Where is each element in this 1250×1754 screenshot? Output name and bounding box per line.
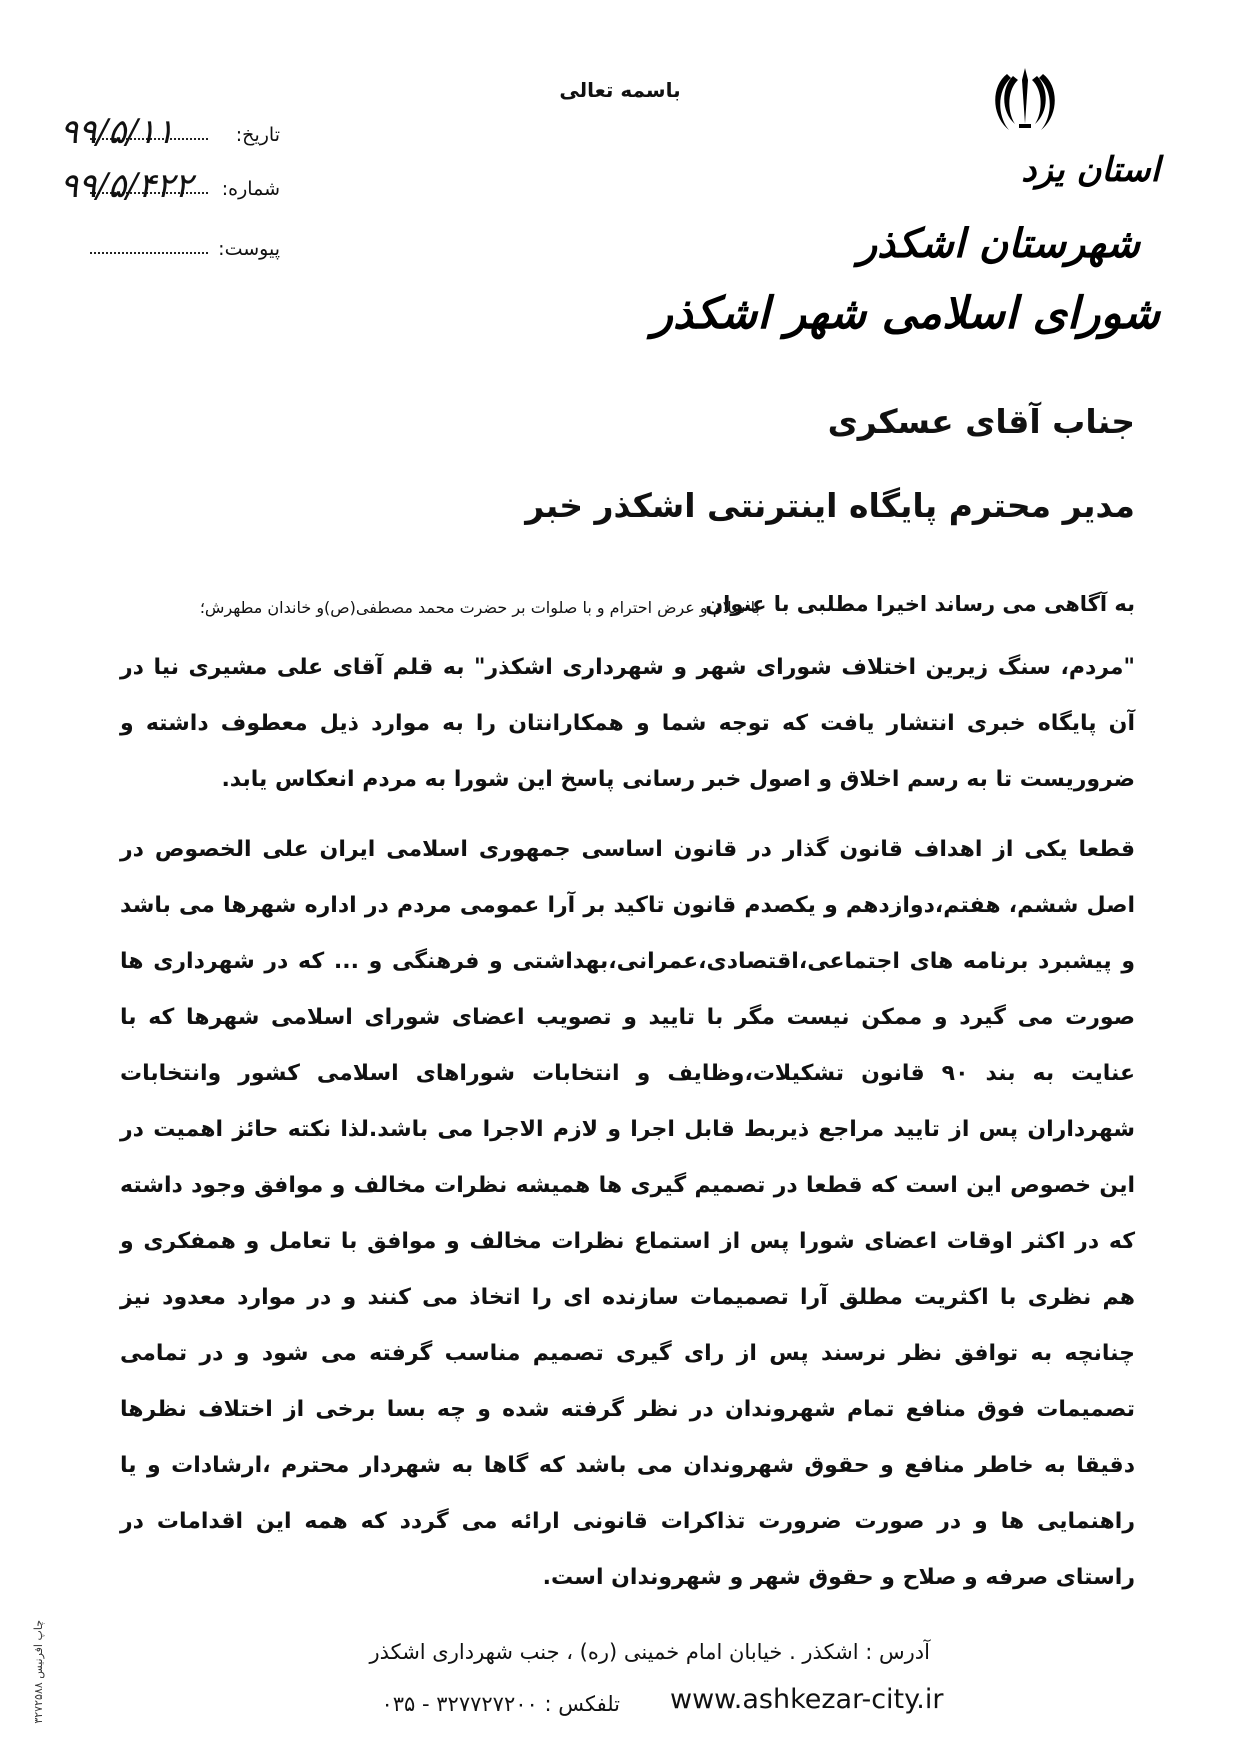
iran-emblem-icon — [985, 62, 1065, 142]
date-label: تاریخ: — [235, 124, 280, 146]
intro-greeting: با سلام و عرض احترام و با صلوات بر حضرت محمد مصطفی(ص)و خاندان مطهرش؛ — [199, 598, 760, 617]
addressee: مدیر محترم پایگاه اینترنتی اشکذر خبر — [525, 486, 1135, 525]
meta-attachment — [40, 232, 280, 268]
attachment-label: پیوست: — [218, 238, 280, 260]
meta-number — [40, 166, 280, 208]
number-value: ۹۹/۵/۴۲۲ — [60, 166, 193, 206]
footer-website[interactable]: www.ashkezar-city.ir — [670, 1684, 944, 1715]
footer-phone: تلفکس : ۳۲۷۷۲۷۲۰۰ - ۰۳۵ — [381, 1692, 620, 1716]
print-note: چاپ افرنیس ۳۲۷۲۵۸۸ — [32, 1620, 45, 1724]
salutation: جناب آقای عسکری — [827, 402, 1135, 441]
org-county: شهرستان اشکذر — [857, 220, 1140, 267]
org-province: استان یزد — [1021, 150, 1160, 190]
footer-address: آدرس : اشکذر . خیابان امام خمینی (ره) ، جنب شهرداری اشکذر — [369, 1640, 930, 1664]
invocation: باسمه تعالی — [559, 78, 681, 102]
date-value: ۹۹/۵/۱۱ — [60, 112, 175, 152]
org-council: شورای اسلامی شهر اشکذر — [651, 288, 1160, 339]
intro-statement: به آگاهی می رساند اخیرا مطلبی با عنوان — [705, 592, 1135, 616]
number-label: شماره: — [221, 178, 280, 200]
meta-date — [40, 112, 280, 154]
attachment-dotted-line — [90, 252, 208, 254]
paragraph-2: قطعا یکی از اهداف قانون گذار در قانون اساسی جمهوری اسلامی ایران علی الخصوص در اصل ششم، هفتم،دوازدهم و یکصدم قانون تاکید بر آرا عمومی مردم در اداره شهرها می باشد و پیشبرد برنامه های اجتماعی،اقتصادی،عمرانی،بهداشتی و فرهنگی و ... که در شهرداری ها صورت می گیرد و ممکن نیست مگر با تایید و تصویب اعضای شورای اسلامی شهرها که با عنایت به بند ۹۰ قانون تشکیلات،وظایف و انتخابات شوراهای اسلامی کشور وانتخابات شهرداران پس از تایید مراجع ذیربط قابل اجرا و لازم الاجرا می باشد.لذا نکته حائز اهمیت در این خصوص این است که قطعا در تصمیم گیری ها همیشه نظرات مخالف و موافق وجود داشته که در اکثر اوقات اعضای شورا پس از استماع نظرات مخالف و موافق با تعامل و همفکری و هم نظری با اکثریت مطلق آرا تصمیمات سازنده ای را اتخاذ می کنند و در موارد معدود نیز چنانچه به توافق نظر نرسند پس از رای گیری تصمیم مناسب گرفته می شود و در تمامی تصمیمات فوق منافع تمام شهروندان در نظر گرفته شده و چه بسا برخی از اختلاف نظرها دقیقا به خاطر منافع و حقوق شهروندان می باشد که گاها به شهردار محترم ،ارشادات و یا راهنمایی ها و در صورت ضرورت تذاکرات قانونی ارائه می گردد که همه این اقدامات در راستای صرفه و صلاح و حقوق شهر و شهروندان است. — [120, 837, 1135, 1590]
paragraph-1: "مردم، سنگ زیرین اختلاف شورای شهر و شهرداری اشکذر" به قلم آقای علی مشیری نیا در آن پایگاه خبری انتشار یافت که توجه شما و همکارانتان را به موارد ذیل معطوف داشته و ضروریست تا به رسم اخلاق و اصول خبر رسانی پاسخ این شورا به مردم انعکاس یابد. — [120, 655, 1135, 792]
